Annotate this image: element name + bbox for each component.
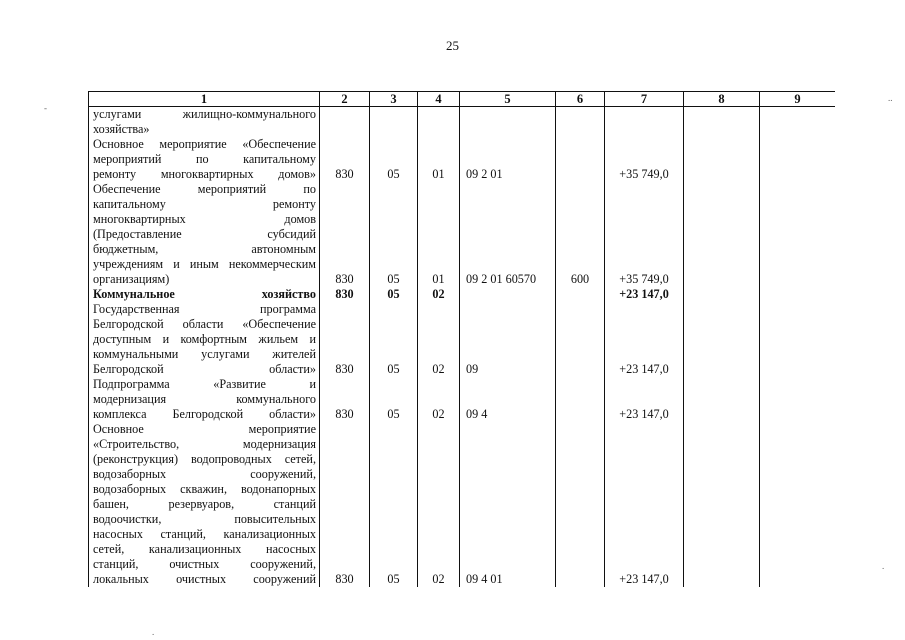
row-name-line: Белгородской области»	[93, 362, 316, 376]
row-name-line: водозаборных скважин, водонапорных	[93, 482, 316, 496]
row-name-cell	[89, 302, 320, 377]
col-8-cell	[684, 137, 760, 182]
header-col-6: 6	[556, 92, 605, 107]
scan-mark-bottom-right: .	[882, 561, 885, 571]
table-row	[89, 107, 836, 138]
target-article-cell: 09	[460, 302, 556, 377]
admin-code-cell: 830	[320, 422, 370, 587]
target-article-cell: 09 4 01	[460, 422, 556, 587]
table-row	[89, 422, 836, 587]
table-row	[89, 377, 836, 422]
section-cell: 05	[370, 422, 418, 587]
row-name-line: станций, очистных сооружений,	[93, 557, 316, 571]
row-name-line: Основное мероприятие «Обеспечение	[93, 137, 316, 151]
amount-cell: +23 147,0	[605, 287, 684, 302]
target-article-cell: 09 4	[460, 377, 556, 422]
section-cell: 05	[370, 377, 418, 422]
scan-mark-right: ..	[888, 93, 893, 103]
col-8-cell	[684, 182, 760, 287]
target-article-cell	[460, 107, 556, 138]
row-name-line: капитальному ремонту	[93, 197, 316, 211]
subsection-cell: 02	[418, 302, 460, 377]
row-name-line: Коммунальное хозяйство	[93, 287, 316, 301]
amount-cell: +35 749,0	[605, 137, 684, 182]
section-cell: 05	[370, 182, 418, 287]
row-name-line: Основное мероприятие	[93, 422, 316, 436]
row-name-cell	[89, 287, 320, 302]
col-9-cell	[760, 422, 836, 587]
header-col-8: 8	[684, 92, 760, 107]
col-8-cell	[684, 287, 760, 302]
header-row	[89, 92, 836, 107]
row-name-cell	[89, 422, 320, 587]
target-article-cell: 09 2 01 60570	[460, 182, 556, 287]
row-name-line: «Строительство, модернизация	[93, 437, 316, 451]
header-col-9: 9	[760, 92, 836, 107]
expense-type-cell	[556, 422, 605, 587]
amount-cell: +23 147,0	[605, 377, 684, 422]
subsection-cell	[418, 107, 460, 138]
row-name-line: водоочистки, повысительных	[93, 512, 316, 526]
row-name-line: (реконструкция) водопроводных сетей,	[93, 452, 316, 466]
expense-type-cell	[556, 302, 605, 377]
row-name-line: башен, резервуаров, станций	[93, 497, 316, 511]
expense-type-cell	[556, 377, 605, 422]
target-article-cell	[460, 287, 556, 302]
row-name-line: учреждениям и иным некоммерческим	[93, 257, 316, 271]
amount-cell: +23 147,0	[605, 422, 684, 587]
col-9-cell	[760, 182, 836, 287]
header-col-7: 7	[605, 92, 684, 107]
admin-code-cell: 830	[320, 182, 370, 287]
amount-cell: +23 147,0	[605, 302, 684, 377]
row-name-line: Государственная программа	[93, 302, 316, 316]
col-9-cell	[760, 137, 836, 182]
col-9-cell	[760, 302, 836, 377]
page-number: 25	[446, 38, 459, 53]
header-col-1: 1	[89, 92, 320, 107]
expense-type-cell	[556, 287, 605, 302]
row-name-line: услугами жилищно-коммунального	[93, 107, 316, 121]
row-name-line: комплекса Белгородской области»	[93, 407, 316, 421]
row-name-line: сетей, канализационных насосных	[93, 542, 316, 556]
row-name-cell	[89, 137, 320, 182]
row-name-line: бюджетным, автономным	[93, 242, 316, 256]
row-name-cell	[89, 182, 320, 287]
col-8-cell	[684, 302, 760, 377]
target-article-cell: 09 2 01	[460, 137, 556, 182]
subsection-cell: 02	[418, 287, 460, 302]
subsection-cell: 02	[418, 377, 460, 422]
admin-code-cell	[320, 107, 370, 138]
col-9-cell	[760, 107, 836, 138]
col-8-cell	[684, 422, 760, 587]
row-name-line: ремонту многоквартирных домов»	[93, 167, 316, 181]
header-col-2: 2	[320, 92, 370, 107]
section-cell: 05	[370, 287, 418, 302]
col-8-cell	[684, 377, 760, 422]
row-name-line: мероприятий по капитальному	[93, 152, 316, 166]
budget-table-wrapper	[88, 91, 835, 588]
admin-code-cell: 830	[320, 137, 370, 182]
expense-type-cell: 600	[556, 182, 605, 287]
row-name-line: доступным и комфортным жильем и	[93, 332, 316, 346]
admin-code-cell: 830	[320, 302, 370, 377]
col-9-cell	[760, 287, 836, 302]
admin-code-cell: 830	[320, 377, 370, 422]
row-name-line: организациям)	[93, 272, 170, 286]
table-row	[89, 287, 836, 302]
admin-code-cell: 830	[320, 287, 370, 302]
amount-cell	[605, 107, 684, 138]
row-name-line: водозаборных сооружений,	[93, 467, 316, 481]
row-name-line: (Предоставление субсидий	[93, 227, 316, 241]
col-8-cell	[684, 107, 760, 138]
row-name-line: многоквартирных домов	[93, 212, 316, 226]
subsection-cell: 02	[418, 422, 460, 587]
table-body	[89, 107, 836, 588]
row-name-line: Подпрограмма «Развитие и	[93, 377, 316, 391]
row-name-line: Белгородской области «Обеспечение	[93, 317, 316, 331]
table-row	[89, 302, 836, 377]
row-name-line: коммунальными услугами жителей	[93, 347, 316, 361]
header-col-4: 4	[418, 92, 460, 107]
table-row	[89, 182, 836, 287]
scan-mark-left: -	[44, 103, 47, 113]
table-row	[89, 137, 836, 182]
amount-cell: +35 749,0	[605, 182, 684, 287]
header-col-5: 5	[460, 92, 556, 107]
expense-type-cell	[556, 137, 605, 182]
subsection-cell: 01	[418, 182, 460, 287]
section-cell: 05	[370, 137, 418, 182]
expense-type-cell	[556, 107, 605, 138]
header-col-3: 3	[370, 92, 418, 107]
scan-mark-bottom-left: .	[152, 627, 155, 637]
budget-table	[88, 91, 835, 587]
row-name-cell	[89, 377, 320, 422]
section-cell	[370, 107, 418, 138]
col-9-cell	[760, 377, 836, 422]
row-name-line: Обеспечение мероприятий по	[93, 182, 316, 196]
row-name-line: хозяйства»	[93, 122, 150, 136]
row-name-line: локальных очистных сооружений	[93, 572, 316, 586]
subsection-cell: 01	[418, 137, 460, 182]
row-name-cell	[89, 107, 320, 138]
row-name-line: модернизация коммунального	[93, 392, 316, 406]
row-name-line: насосных станций, канализационных	[93, 527, 316, 541]
section-cell: 05	[370, 302, 418, 377]
